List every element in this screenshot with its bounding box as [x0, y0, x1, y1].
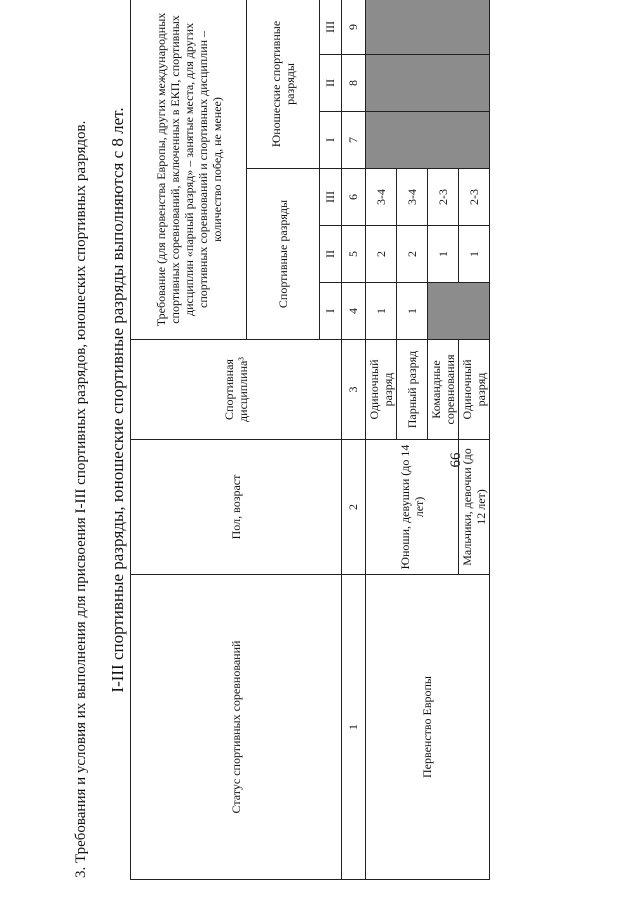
header-discipline: Спортивная дисциплина³	[131, 340, 342, 440]
rank-ii-cell: 1	[458, 226, 489, 283]
page-number: 66	[448, 452, 464, 468]
column-number: 9	[341, 0, 365, 55]
rank-i-shaded	[427, 283, 489, 340]
header-rank-iii: III	[319, 169, 341, 226]
rank-ii-cell: 1	[427, 226, 458, 283]
table-subtitle: I-III спортивные разряды, юношеские спортивные разряды выполняются с 8 лет.	[108, 107, 127, 693]
header-sex-age: Пол, возраст	[131, 440, 342, 575]
status-cell: Первенство Европы	[365, 575, 489, 880]
youth-rank-i-shaded	[365, 112, 489, 169]
rank-ii-cell: 2	[365, 226, 396, 283]
column-number: 3	[341, 340, 365, 440]
discipline-cell: Парный разряд	[396, 340, 427, 440]
sex-age-cell: Юноши, девушки (до 14 лет)	[365, 440, 458, 575]
discipline-cell: Одиночный разряд	[458, 340, 489, 440]
rank-iii-cell: 2-3	[427, 169, 458, 226]
rank-i-cell: 1	[396, 283, 427, 340]
column-number: 1	[341, 575, 365, 880]
header-youth-rank-iii: III	[319, 0, 341, 55]
header-status: Статус спортивных соревнований	[131, 575, 342, 880]
header-rank-i: I	[319, 283, 341, 340]
rank-iii-cell: 3-4	[365, 169, 396, 226]
rank-i-cell: 1	[365, 283, 396, 340]
rank-iii-cell: 2-3	[458, 169, 489, 226]
sex-age-cell: Мальчики, девочки (до 12 лет)	[458, 440, 489, 575]
column-number: 6	[341, 169, 365, 226]
header-youth-ranks: Юношеские спортивные разряды	[247, 0, 319, 169]
header-youth-rank-i: I	[319, 112, 341, 169]
column-number: 7	[341, 112, 365, 169]
column-number-row	[341, 0, 365, 880]
discipline-cell: Одиночный разряд	[365, 340, 396, 440]
youth-rank-ii-shaded	[365, 55, 489, 112]
header-requirement: Требование (для первенства Европы, других международных спортивных соревнований, включенных в ЕКП, спортивных дисциплин «парный разряд» – занятые места, для других спортивных соревнований и спортивных дисциплин – количество побед, не менее)	[131, 0, 247, 340]
rank-iii-cell: 3-4	[396, 169, 427, 226]
header-youth-rank-ii: II	[319, 55, 341, 112]
column-number: 5	[341, 226, 365, 283]
section-heading: 3. Требования и условия их выполнения для присвоения I-III спортивных разрядов, юношеских спортивных разрядов.	[73, 120, 89, 878]
rank-ii-cell: 2	[396, 226, 427, 283]
discipline-cell: Командные соревнования	[427, 340, 458, 440]
header-sport-ranks: Спортивные разряды	[247, 169, 319, 340]
column-number: 2	[341, 440, 365, 575]
header-rank-ii: II	[319, 226, 341, 283]
table-row	[365, 0, 396, 880]
ranks-table	[130, 0, 490, 880]
column-number: 8	[341, 55, 365, 112]
youth-rank-iii-shaded	[365, 0, 489, 55]
column-number: 4	[341, 283, 365, 340]
